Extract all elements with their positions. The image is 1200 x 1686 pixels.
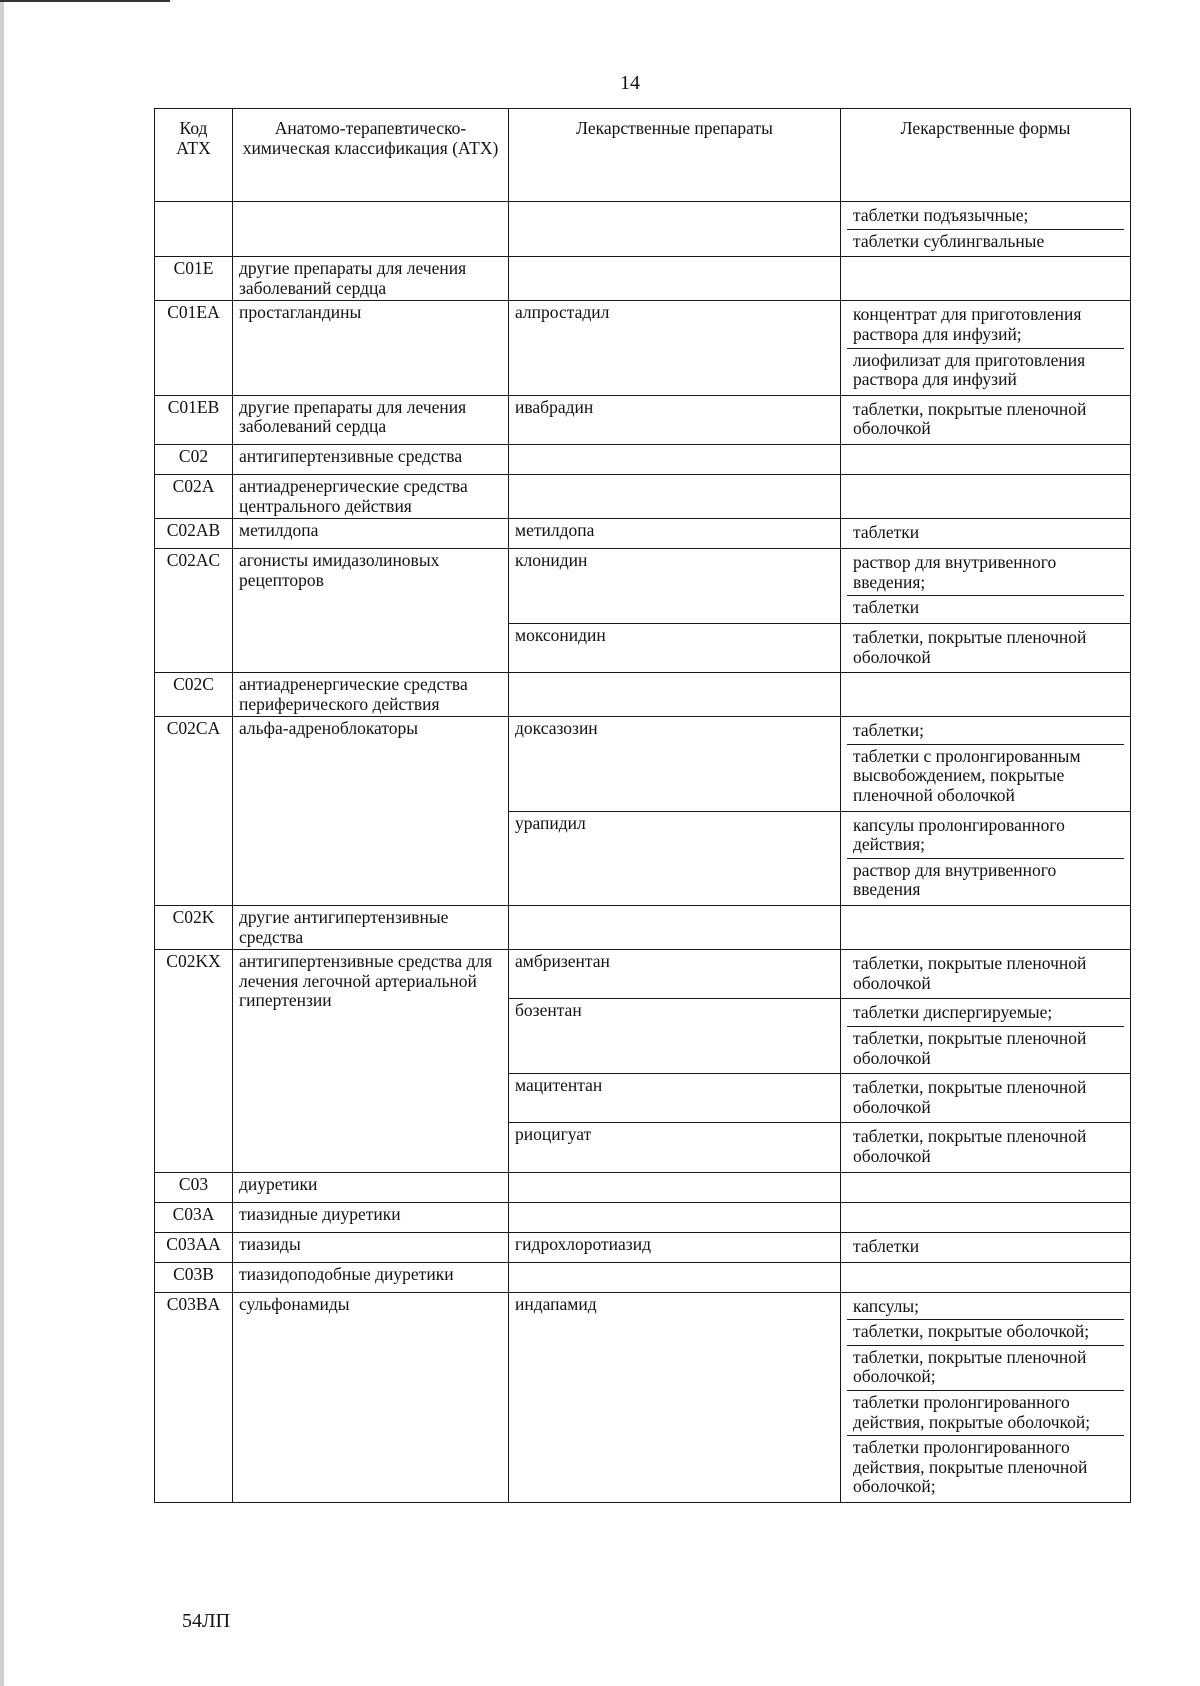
- dosage-forms-cell: [841, 999, 1131, 1074]
- drug-name: урапидил: [509, 811, 841, 905]
- dosage-form: [847, 1175, 1124, 1180]
- table-row: [155, 1172, 1131, 1202]
- drug-name: клонидин: [509, 549, 841, 624]
- dosage-form: капсулы пролонгированного действия;: [847, 814, 1124, 859]
- atc-code: C03BA: [155, 1292, 233, 1502]
- dosage-form: [847, 447, 1124, 452]
- dosage-form: таблетки диспергируемые;: [847, 1001, 1124, 1027]
- dosage-form: таблетки: [853, 597, 920, 618]
- dosage-forms-cell: [841, 202, 1131, 257]
- atc-classification: тиазидные диуретики: [233, 1202, 509, 1232]
- atc-classification: антигипертензивные средства: [233, 444, 509, 474]
- footer-code: 54ЛП: [182, 1610, 231, 1632]
- drug-name: [509, 673, 841, 717]
- page-number: 14: [620, 72, 640, 94]
- dosage-forms-cell: [841, 301, 1131, 395]
- drug-name: алпростадил: [509, 301, 841, 395]
- table-row: [155, 395, 1131, 444]
- dosage-forms-cell: [841, 950, 1131, 999]
- atc-table: [154, 108, 1131, 1503]
- atc-code: C02AC: [155, 549, 233, 673]
- dosage-forms-cell: [841, 717, 1131, 811]
- atc-code: C03A: [155, 1202, 233, 1232]
- drug-name: бозентан: [509, 999, 841, 1074]
- dosage-form: таблетки, покрытые пленочной оболочкой: [853, 398, 1087, 439]
- atc-classification: простагландины: [233, 301, 509, 395]
- dosage-form: раствор для внутривенного введения;: [847, 551, 1124, 596]
- atc-code: C03AA: [155, 1232, 233, 1262]
- dosage-form: [847, 675, 1124, 680]
- dosage-form: таблетки, покрытые пленочной оболочкой: [853, 1077, 1087, 1117]
- drug-name: гидрохлоротиазид: [509, 1232, 841, 1262]
- drug-name: мацитентан: [509, 1074, 841, 1123]
- header-rule: [0, 0, 170, 2]
- atc-classification: диуретики: [233, 1172, 509, 1202]
- table-row: [155, 301, 1131, 395]
- dosage-forms-cell: [841, 1292, 1131, 1502]
- table-row: [155, 673, 1131, 717]
- dosage-form: [847, 908, 1124, 913]
- drug-name: [509, 1262, 841, 1292]
- dosage-form: таблетки: [853, 1235, 920, 1256]
- atc-classification: тиазидоподобные диуретики: [233, 1262, 509, 1292]
- dosage-form: таблетки подъязычные;: [847, 204, 1124, 230]
- dosage-forms-cell: [841, 811, 1131, 905]
- table-row: [155, 202, 1131, 257]
- dosage-form: таблетки, покрытые пленочной оболочкой;: [847, 1346, 1124, 1391]
- dosage-forms-cell: [841, 395, 1131, 444]
- dosage-forms-cell: [841, 623, 1131, 672]
- atc-code: C02: [155, 444, 233, 474]
- drug-name: [509, 906, 841, 950]
- table-row: [155, 519, 1131, 549]
- dosage-forms-cell: [841, 1262, 1131, 1292]
- table-row: [155, 1202, 1131, 1232]
- dosage-form: таблетки пролонгированного действия, покрытые пленочной оболочкой;: [853, 1437, 1088, 1497]
- dosage-forms-cell: [841, 1232, 1131, 1262]
- dosage-forms-cell: [841, 474, 1131, 518]
- table-header-row: [155, 109, 1131, 202]
- header-classification: Анатомо-терапевтическо-химическая классификация (АТХ): [233, 109, 509, 202]
- drug-name: [509, 202, 841, 257]
- atc-code: C02K: [155, 906, 233, 950]
- atc-code: C03B: [155, 1262, 233, 1292]
- drug-name: [509, 444, 841, 474]
- atc-code: C01E: [155, 257, 233, 301]
- drug-name: [509, 1202, 841, 1232]
- atc-classification: сульфонамиды: [233, 1292, 509, 1502]
- atc-classification: другие антигипертензивные средства: [233, 906, 509, 950]
- table-row: [155, 444, 1131, 474]
- drug-name: доксазозин: [509, 717, 841, 811]
- dosage-forms-cell: [841, 1074, 1131, 1123]
- dosage-form: [847, 259, 1124, 264]
- header-drugs: Лекарственные препараты: [509, 109, 841, 202]
- dosage-forms-cell: [841, 1123, 1131, 1172]
- atc-code: [155, 202, 233, 257]
- table-row: [155, 950, 1131, 999]
- atc-code: C02CA: [155, 717, 233, 906]
- atc-code: C01EA: [155, 301, 233, 395]
- dosage-form: [847, 1265, 1124, 1270]
- header-code: Код АТХ: [155, 109, 233, 202]
- dosage-form: таблетки: [853, 522, 920, 543]
- dosage-form: таблетки, покрытые оболочкой;: [847, 1320, 1124, 1346]
- dosage-form: лиофилизат для приготовления раствора для инфузий: [853, 349, 1086, 390]
- drug-name: [509, 1172, 841, 1202]
- atc-classification: другие препараты для лечения заболеваний сердца: [233, 257, 509, 301]
- dosage-form: [847, 477, 1124, 482]
- table-row: [155, 1232, 1131, 1262]
- drug-name: амбризентан: [509, 950, 841, 999]
- header-forms: Лекарственные формы: [841, 109, 1131, 202]
- dosage-forms-cell: [841, 549, 1131, 624]
- drug-name: [509, 257, 841, 301]
- drug-name: метилдопа: [509, 519, 841, 549]
- atc-code: C02AB: [155, 519, 233, 549]
- drug-name: риоцигуат: [509, 1123, 841, 1172]
- atc-code: C01EB: [155, 395, 233, 444]
- dosage-forms-cell: [841, 1202, 1131, 1232]
- atc-classification: метилдопа: [233, 519, 509, 549]
- dosage-forms-cell: [841, 906, 1131, 950]
- atc-classification: антигипертензивные средства для лечения легочной артериальной гипертензии: [233, 950, 509, 1172]
- drug-name: моксонидин: [509, 623, 841, 672]
- atc-classification: агонисты имидазолиновых рецепторов: [233, 549, 509, 673]
- dosage-forms-cell: [841, 673, 1131, 717]
- atc-classification: тиазиды: [233, 1232, 509, 1262]
- dosage-form: капсулы;: [847, 1295, 1124, 1321]
- dosage-forms-cell: [841, 257, 1131, 301]
- table-row: [155, 906, 1131, 950]
- dosage-form: таблетки, покрытые пленочной оболочкой: [853, 626, 1087, 667]
- table-row: [155, 717, 1131, 811]
- atc-classification: другие препараты для лечения заболеваний сердца: [233, 395, 509, 444]
- scan-edge: [0, 0, 4, 1686]
- dosage-form: таблетки с пролонгированным высвобождением, покрытые пленочной оболочкой: [853, 745, 1081, 806]
- atc-code: C02C: [155, 673, 233, 717]
- table-row: [155, 1262, 1131, 1292]
- drug-name: индапамид: [509, 1292, 841, 1502]
- dosage-form: раствор для внутривенного введения: [853, 859, 1057, 900]
- atc-code: C02A: [155, 474, 233, 518]
- dosage-form: таблетки, покрытые пленочной оболочкой: [853, 953, 1087, 993]
- table-row: [155, 549, 1131, 624]
- atc-classification: антиадренергические средства центрального действия: [233, 474, 509, 518]
- table-row: [155, 1292, 1131, 1502]
- table-body: [155, 202, 1131, 1503]
- dosage-form: таблетки, покрытые пленочной оболочкой: [853, 1126, 1087, 1166]
- dosage-form: таблетки пролонгированного действия, покрытые оболочкой;: [847, 1391, 1124, 1436]
- dosage-form: таблетки, покрытые пленочной оболочкой: [853, 1028, 1087, 1068]
- table-row: [155, 474, 1131, 518]
- dosage-forms-cell: [841, 444, 1131, 474]
- atc-code: C02KX: [155, 950, 233, 1172]
- drug-name: ивабрадин: [509, 395, 841, 444]
- atc-classification: альфа-адреноблокаторы: [233, 717, 509, 906]
- atc-classification: антиадренергические средства периферического действия: [233, 673, 509, 717]
- dosage-forms-cell: [841, 1172, 1131, 1202]
- dosage-form: таблетки;: [847, 719, 1124, 745]
- dosage-form: таблетки сублингвальные: [853, 230, 1045, 251]
- drug-name: [509, 474, 841, 518]
- dosage-form: концентрат для приготовления раствора для инфузий;: [847, 303, 1124, 348]
- atc-classification: [233, 202, 509, 257]
- atc-code: C03: [155, 1172, 233, 1202]
- dosage-form: [847, 1205, 1124, 1210]
- dosage-forms-cell: [841, 519, 1131, 549]
- table-row: [155, 257, 1131, 301]
